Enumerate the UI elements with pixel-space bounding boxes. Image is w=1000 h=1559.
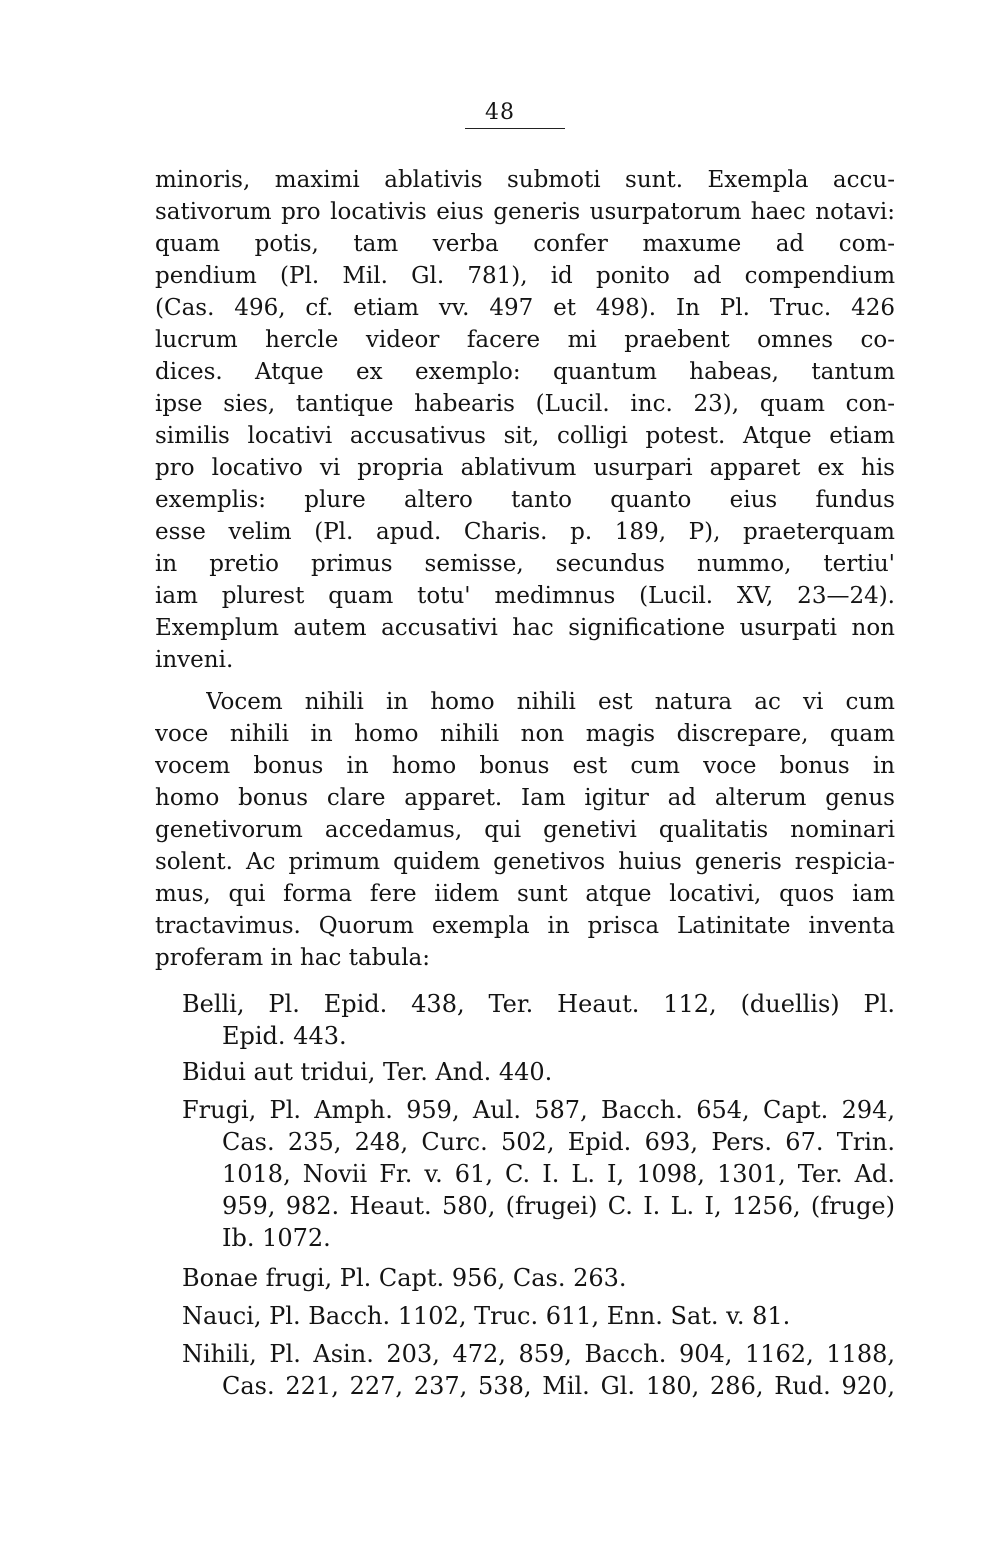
entry-continuation: Cas. 221, 227, 237, 538, Mil. Gl. 180, 286, Rud. 920, <box>222 1372 895 1400</box>
text-line: exemplis: plure altero tanto quanto eius fundus <box>155 487 895 513</box>
entry-continuation: 1018, Novii Fr. v. 61, C. I. L. I, 1098, 1301, Ter. Ad. <box>222 1160 895 1188</box>
text-line: mus, qui forma fere iidem sunt atque locativi, quos iam <box>155 881 895 907</box>
text-line: Vocem nihili in homo nihili est natura ac vi cum <box>206 689 895 715</box>
entry-nihili: Nihili, Pl. Asin. 203, 472, 859, Bacch. 904, 1162, 1188, <box>182 1340 895 1368</box>
text-line: quam potis, tam verba confer maxume ad com- <box>155 231 895 257</box>
entry-bidui: Bidui aut tridui, Ter. And. 440. <box>182 1058 553 1086</box>
text-line: lucrum hercle videor facere mi praebent omnes co- <box>155 327 895 353</box>
entry-nauci: Nauci, Pl. Bacch. 1102, Truc. 611, Enn. Sat. v. 81. <box>182 1302 791 1330</box>
text-line: ipse sies, tantique habearis (Lucil. inc. 23), quam con- <box>155 391 895 417</box>
text-line: inveni. <box>155 647 234 673</box>
entry-continuation: Cas. 235, 248, Curc. 502, Epid. 693, Pers. 67. Trin. <box>222 1128 895 1156</box>
entry-continuation: Ib. 1072. <box>222 1224 331 1252</box>
text-line: sativorum pro locativis eius generis usurpatorum haec notavi: <box>155 199 895 225</box>
entry-belli: Belli, Pl. Epid. 438, Ter. Heaut. 112, (duellis) Pl. <box>182 990 895 1018</box>
text-line: similis locativi accusativus sit, colligi potest. Atque etiam <box>155 423 895 449</box>
text-line: voce nihili in homo nihili non magis discrepare, quam <box>155 721 895 747</box>
text-line: Exemplum autem accusativi hac significatione usurpati non <box>155 615 895 641</box>
text-line: pendium (Pl. Mil. Gl. 781), id ponito ad compendium <box>155 263 895 289</box>
text-line: minoris, maximi ablativis submoti sunt. Exempla accu- <box>155 167 895 193</box>
entry-continuation: Epid. 443. <box>222 1022 347 1050</box>
text-line: vocem bonus in homo bonus est cum voce bonus in <box>155 753 895 779</box>
entry-frugi: Frugi, Pl. Amph. 959, Aul. 587, Bacch. 654, Capt. 294, <box>182 1096 895 1124</box>
text-line: solent. Ac primum quidem genetivos huius generis respicia- <box>155 849 895 875</box>
text-line: esse velim (Pl. apud. Charis. p. 189, P), praeterquam <box>155 519 895 545</box>
text-line: genetivorum accedamus, qui genetivi qualitatis nominari <box>155 817 895 843</box>
text-line: in pretio primus semisse, secundus nummo, tertiu' <box>155 551 895 577</box>
text-line: pro locativo vi propria ablativum usurpari apparet ex his <box>155 455 895 481</box>
text-line: iam plurest quam totu' medimnus (Lucil. XV, 23—24). <box>155 583 895 609</box>
entry-continuation: 959, 982. Heaut. 580, (frugei) C. I. L. I, 1256, (fruge) <box>222 1192 895 1220</box>
entry-bonae-frugi: Bonae frugi, Pl. Capt. 956, Cas. 263. <box>182 1264 627 1292</box>
text-line: tractavimus. Quorum exempla in prisca Latinitate inventa <box>155 913 895 939</box>
text-line: proferam in hac tabula: <box>155 945 431 971</box>
text-line: dices. Atque ex exemplo: quantum habeas, tantum <box>155 359 895 385</box>
text-line: homo bonus clare apparet. Iam igitur ad alterum genus <box>155 785 895 811</box>
page-number-rule <box>465 128 565 129</box>
text-line: (Cas. 496, cf. etiam vv. 497 et 498). In Pl. Truc. 426 <box>155 295 895 321</box>
page-number: 48 <box>485 100 515 125</box>
